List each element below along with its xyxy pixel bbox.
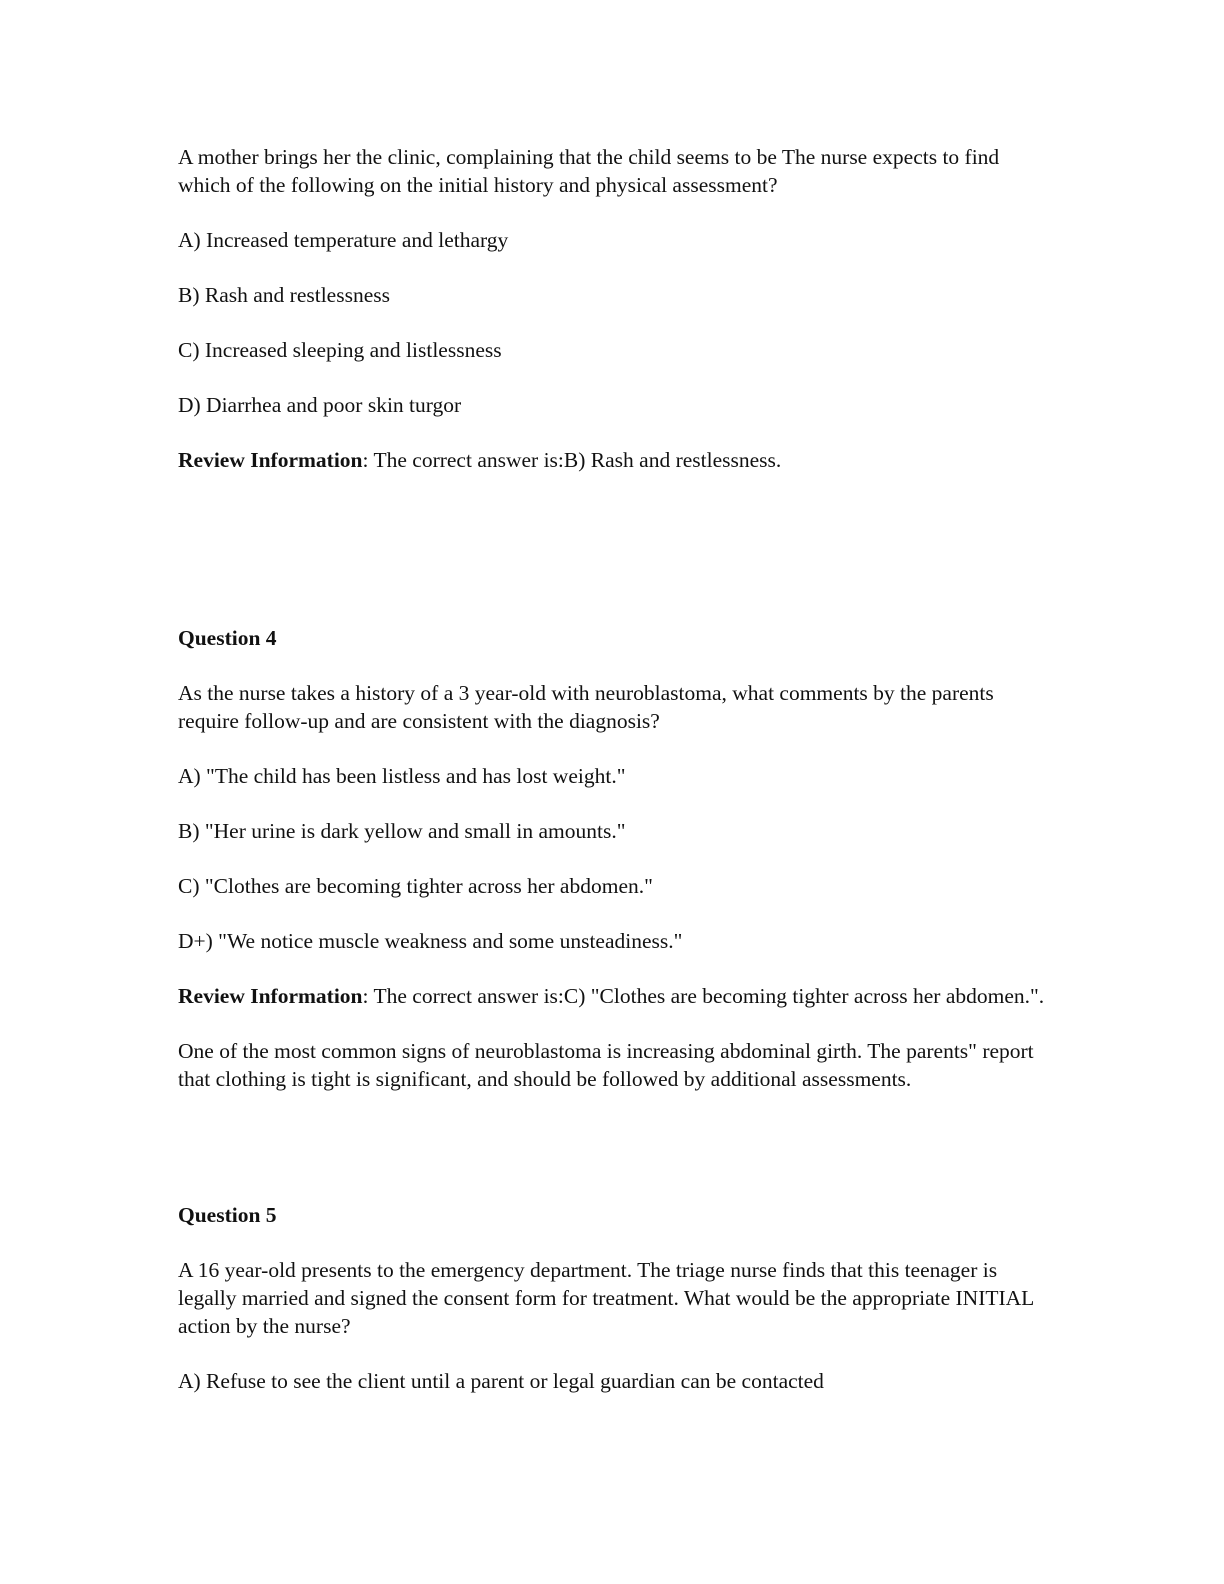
review-text: : The correct answer is:C) "Clothes are becoming tighter across her abdomen.".	[362, 984, 1045, 1008]
question-3-option-b: B) Rash and restlessness	[178, 283, 390, 307]
question-4-heading: Question 4	[178, 626, 277, 650]
spacer	[178, 501, 1048, 624]
review-label: Review Information	[178, 448, 363, 472]
question-4-option-a: A) "The child has been listless and has lost weight."	[178, 764, 626, 788]
question-4-option-b: B) "Her urine is dark yellow and small in amounts."	[178, 819, 626, 843]
question-3-option-c: C) Increased sleeping and listlessness	[178, 338, 502, 362]
question-3-option-a: A) Increased temperature and lethargy	[178, 228, 509, 252]
document-page	[178, 143, 1048, 1422]
question-3-option-d: D) Diarrhea and poor skin turgor	[178, 393, 462, 417]
question-5-option-a: A) Refuse to see the client until a parent or legal guardian can be contacted	[178, 1369, 824, 1393]
question-4-option-c: C) "Clothes are becoming tighter across her abdomen."	[178, 874, 653, 898]
question-4-review	[178, 982, 1048, 1010]
question-5-stem: A 16 year-old presents to the emergency department. The triage nurse finds that this teenager is legally married and signed the consent form for treatment. What would be the appropriate INITIAL action by the nurse?	[178, 1258, 1034, 1338]
question-3-stem: A mother brings her the clinic, complaining that the child seems to be The nurse expects to find which of the following on the initial history and physical assessment?	[178, 145, 1000, 197]
question-4-option-d: D+) "We notice muscle weakness and some unsteadiness."	[178, 929, 683, 953]
question-5-heading: Question 5	[178, 1203, 277, 1227]
question-4-stem: As the nurse takes a history of a 3 year-old with neuroblastoma, what comments by the parents require follow-up and are consistent with the diagnosis?	[178, 681, 994, 733]
spacer	[178, 1120, 1048, 1201]
question-3-review	[178, 446, 1048, 474]
review-label: Review Information	[178, 984, 363, 1008]
question-4-explanation: One of the most common signs of neuroblastoma is increasing abdominal girth. The parents" report that clothing is tight is significant, and should be followed by additional assessments.	[178, 1039, 1034, 1091]
review-text: : The correct answer is:B) Rash and restlessness.	[362, 448, 782, 472]
